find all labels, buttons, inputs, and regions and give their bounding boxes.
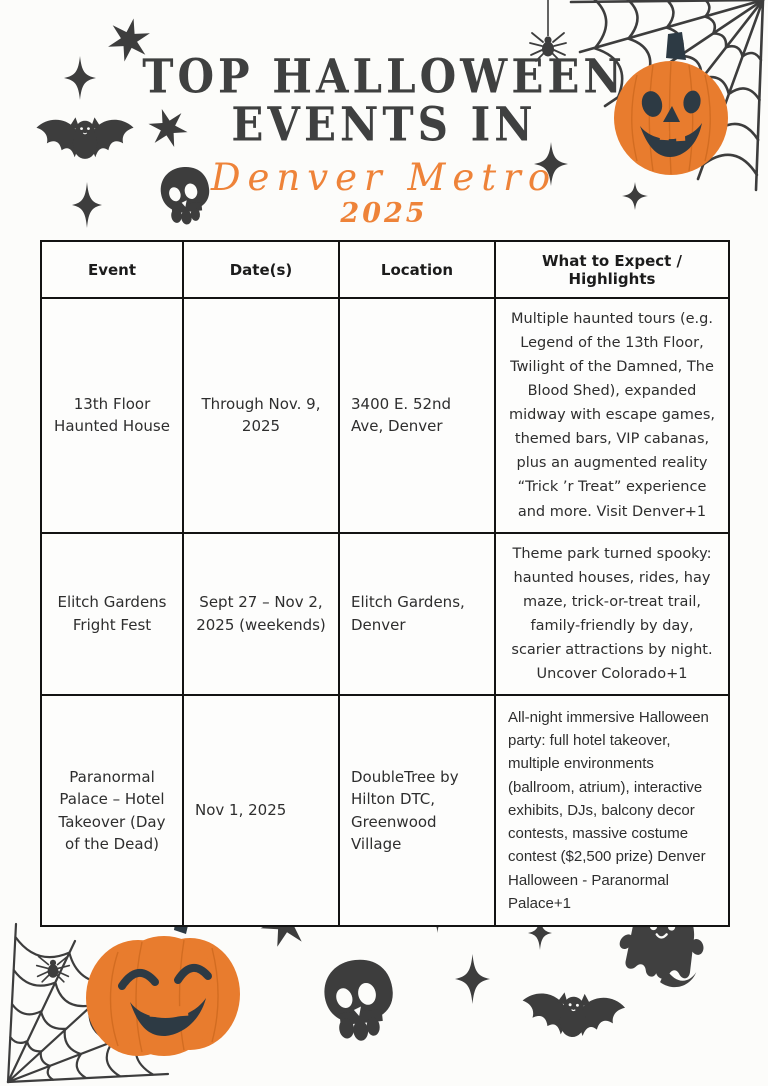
table-row [41, 695, 729, 926]
event-cell: 13th Floor Haunted House [41, 298, 183, 533]
event-cell: Paranormal Palace – Hotel Takeover (Day of the Dead) [41, 695, 183, 926]
dates-cell: Sept 27 – Nov 2, 2025 (weekends) [183, 533, 339, 695]
skull-icon [311, 952, 408, 1053]
title-block [0, 50, 768, 229]
spider-icon [34, 950, 72, 992]
event-cell: Elitch Gardens Fright Fest [41, 533, 183, 695]
title-script-line: Denver Metro [210, 156, 558, 199]
table-header-row [41, 241, 729, 298]
highlights-cell: All-night immersive Halloween party: full hotel takeover, multiple environments (ballroom, atrium), interactive exhibits, DJs, balcony decor contests, massive costume contest ($2,500 prize) Denver Halloween - Paranormal Palace+1 [495, 695, 729, 926]
location-cell: 3400 E. 52nd Ave, Denver [339, 298, 495, 533]
dates-cell: Through Nov. 9, 2025 [183, 298, 339, 533]
location-cell: DoubleTree by Hilton DTC, Greenwood Village [339, 695, 495, 926]
page-title-line2: EVENTS IN [231, 96, 537, 152]
events-table [40, 240, 730, 927]
four-point-sparkle-icon [455, 954, 490, 1004]
bat-icon [516, 980, 630, 1052]
header-event: Event [41, 241, 183, 298]
table-row [41, 533, 729, 695]
page-title-line1: TOP HALLOWEEN [142, 48, 626, 104]
highlights-cell: Theme park turned spooky: haunted houses, rides, hay maze, trick-or-treat trail, family-friendly by day, scarier attractions by night. Uncover Colorado+1 [495, 533, 729, 695]
title-year: 2025 [340, 198, 428, 229]
dates-cell: Nov 1, 2025 [183, 695, 339, 926]
header-highlights: What to Expect / Highlights [495, 241, 729, 298]
header-dates: Date(s) [183, 241, 339, 298]
highlights-cell: Multiple haunted tours (e.g. Legend of the 13th Floor, Twilight of the Damned, The Blood Shed), expanded midway with escape games, themed bars, VIP cabanas, plus an augmented reality “Trick ’r Treat” experience and more. Visit Denver+1 [495, 298, 729, 533]
location-cell: Elitch Gardens, Denver [339, 533, 495, 695]
table-row [41, 298, 729, 533]
header-location: Location [339, 241, 495, 298]
